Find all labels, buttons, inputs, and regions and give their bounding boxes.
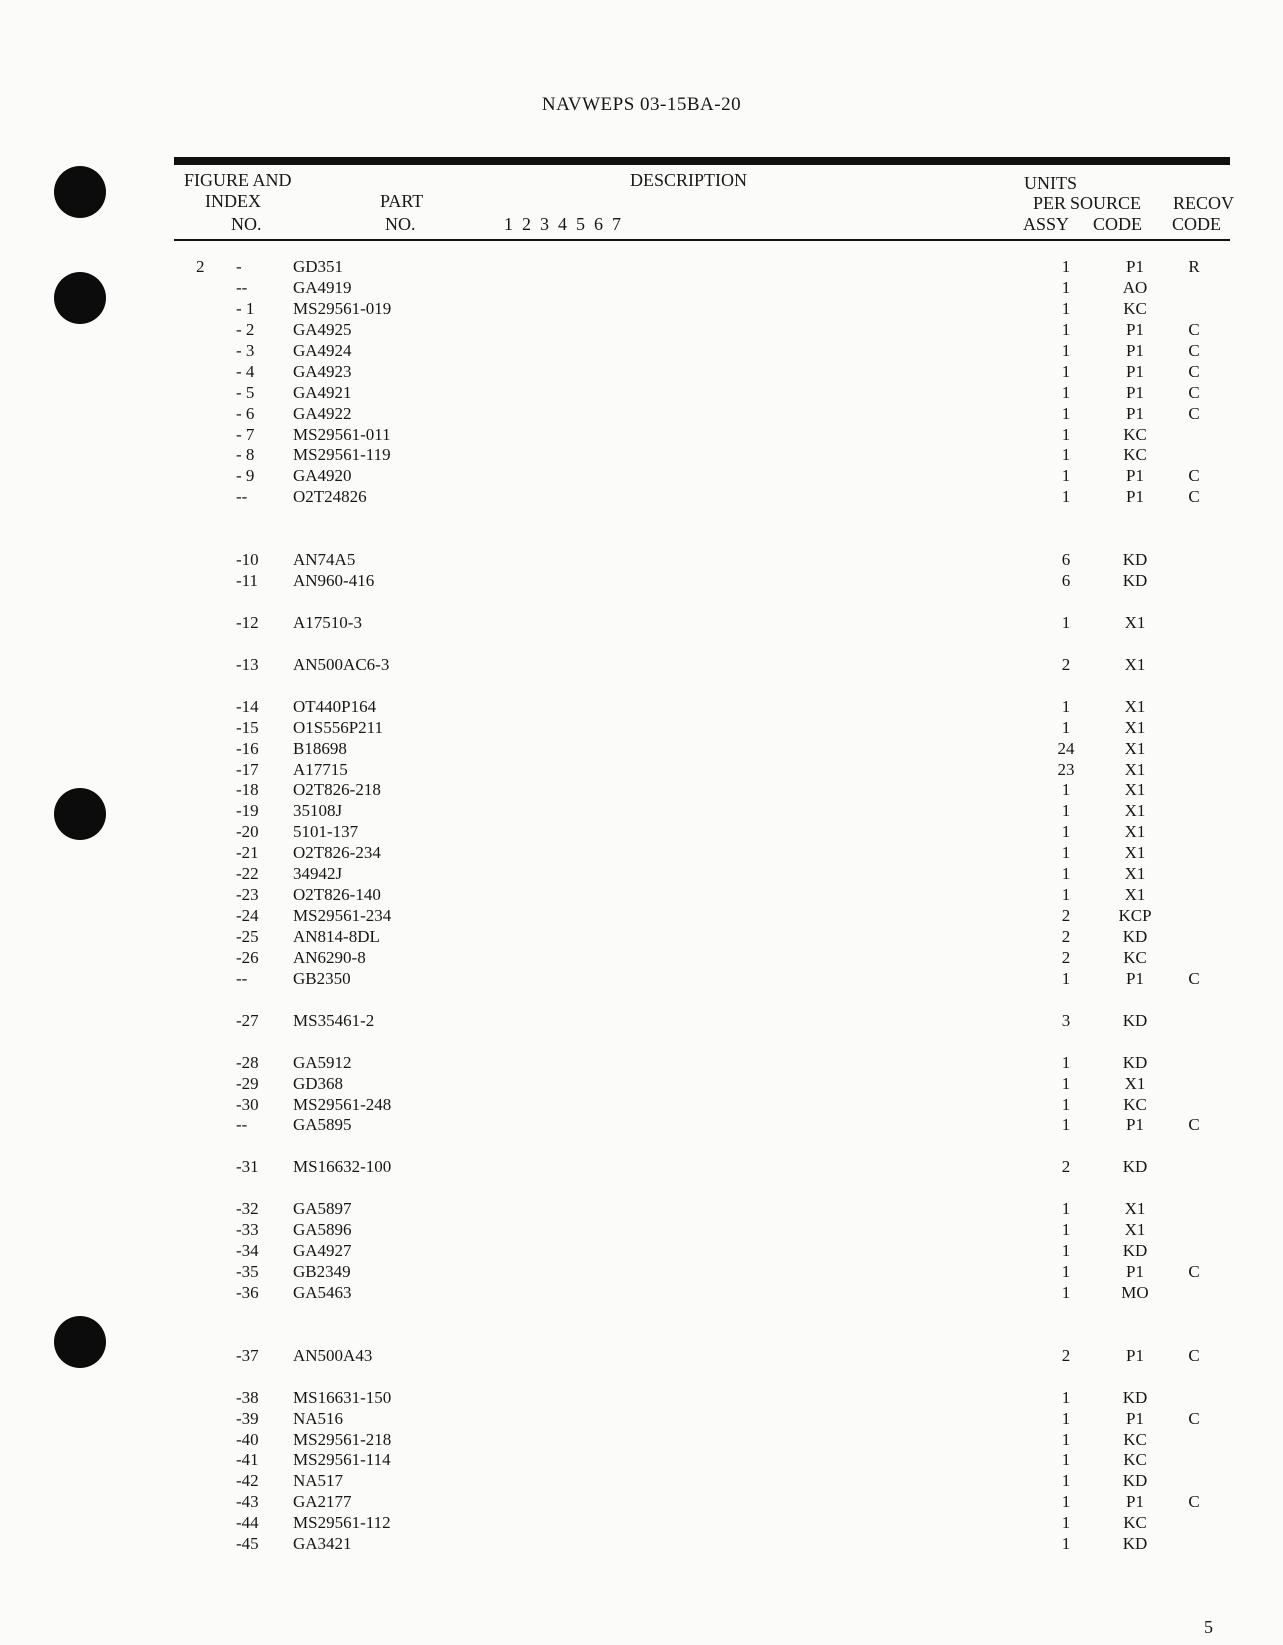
index-number: -42 (236, 1471, 259, 1491)
units-per-assy: 1 (1061, 1094, 1071, 1114)
source-code: X1 (1124, 780, 1146, 800)
table-row (0, 1304, 1283, 1325)
part-number: MS29561-248 (293, 1094, 392, 1114)
units-per-assy: 1 (1061, 717, 1071, 737)
source-code: KD (1122, 1010, 1148, 1030)
index-number: -33 (236, 1220, 259, 1240)
table-row (0, 278, 1283, 299)
units-per-assy: 1 (1061, 1492, 1071, 1512)
table-row (0, 1492, 1283, 1513)
table-row (0, 718, 1283, 739)
part-number: GD368 (293, 1073, 344, 1093)
index-number: -23 (236, 885, 259, 905)
table-row (0, 927, 1283, 948)
units-per-assy: 1 (1061, 319, 1071, 339)
source-code: KC (1123, 445, 1147, 465)
index-number: -17 (236, 759, 259, 779)
source-code: P1 (1126, 1115, 1144, 1135)
part-number: AN960-416 (293, 571, 375, 591)
units-per-assy: 1 (1061, 298, 1071, 318)
document-title: NAVWEPS 03-15BA-20 (541, 94, 742, 115)
header-rule-bottom (174, 239, 1230, 241)
table-row (0, 320, 1283, 341)
source-code: X1 (1124, 738, 1146, 758)
source-code: X1 (1124, 843, 1146, 863)
source-code: KD (1122, 1471, 1148, 1491)
part-number: MS16632-100 (293, 1157, 392, 1177)
index-number: -36 (236, 1282, 259, 1302)
part-number: O2T24826 (293, 487, 367, 507)
part-number: MS29561-114 (293, 1450, 391, 1470)
header-part: PART (380, 191, 424, 211)
units-per-assy: 1 (1061, 257, 1071, 276)
units-per-assy: 2 (1061, 1157, 1071, 1177)
part-number: GA4921 (293, 382, 352, 402)
index-number: - 5 (236, 382, 255, 402)
source-code: P1 (1126, 1492, 1144, 1512)
units-per-assy: 1 (1061, 612, 1071, 632)
units-per-assy: 1 (1061, 340, 1071, 360)
index-number: -41 (236, 1450, 259, 1470)
part-number: B18698 (293, 738, 347, 758)
source-code: MO (1121, 1282, 1149, 1302)
table-row (0, 1074, 1283, 1095)
table-row (0, 885, 1283, 906)
recov-code: C (1188, 487, 1200, 507)
index-number: -32 (236, 1199, 259, 1219)
units-per-assy: 1 (1061, 1387, 1071, 1407)
index-number: - (236, 257, 242, 276)
table-row (0, 404, 1283, 425)
recov-code: C (1188, 1115, 1200, 1135)
part-number: MS29561-019 (293, 298, 392, 318)
units-per-assy: 1 (1061, 885, 1071, 905)
part-number: AN6290-8 (293, 947, 366, 967)
part-number: O2T826-218 (293, 780, 381, 800)
part-number: GB2349 (293, 1262, 351, 1281)
recov-code: C (1188, 382, 1200, 402)
index-number: - 2 (236, 319, 255, 339)
part-number: OT440P164 (293, 696, 377, 716)
index-number: -37 (236, 1345, 259, 1365)
table-row (0, 1430, 1283, 1451)
part-number: GA5896 (293, 1220, 352, 1240)
units-per-assy: 1 (1061, 1262, 1071, 1281)
units-per-assy: 1 (1061, 801, 1071, 821)
part-number: O2T826-140 (293, 885, 381, 905)
part-number: MS29561-011 (293, 424, 391, 444)
source-code: X1 (1124, 885, 1146, 905)
header-recov-code: CODE (1172, 214, 1221, 234)
index-number: -10 (236, 550, 259, 570)
index-number: -40 (236, 1429, 259, 1449)
table-row (0, 1199, 1283, 1220)
index-number: -22 (236, 864, 259, 884)
table-row (0, 466, 1283, 487)
part-number: GA2177 (293, 1492, 352, 1512)
header-indent-levels: 1 2 3 4 5 6 7 (504, 214, 621, 234)
units-per-assy: 6 (1061, 571, 1071, 591)
table-row (0, 1115, 1283, 1136)
recov-code: C (1188, 361, 1200, 381)
units-per-assy: 1 (1061, 1534, 1071, 1554)
source-code: KD (1122, 550, 1148, 570)
source-code: P1 (1126, 257, 1144, 276)
recov-code: C (1188, 1345, 1200, 1365)
table-row (0, 613, 1283, 634)
part-number: GA5897 (293, 1199, 352, 1219)
table-row (0, 1053, 1283, 1074)
part-number: A17715 (293, 759, 348, 779)
table-row (0, 1136, 1283, 1157)
index-number: -19 (236, 801, 259, 821)
table-row (0, 969, 1283, 990)
units-per-assy: 6 (1061, 550, 1071, 570)
table-row (0, 1178, 1283, 1199)
source-code: P1 (1126, 1345, 1144, 1365)
recov-code: C (1188, 403, 1200, 423)
recov-code: C (1188, 466, 1200, 486)
header-rule-top (174, 157, 1230, 165)
table-row (0, 801, 1283, 822)
table-row (0, 739, 1283, 760)
index-number: -13 (236, 654, 259, 674)
index-number: -- (236, 277, 248, 297)
header-index-no: NO. (231, 214, 262, 234)
units-per-assy: 24 (1057, 738, 1075, 758)
table-row (0, 445, 1283, 466)
units-per-assy: 1 (1061, 696, 1071, 716)
table-row (0, 508, 1283, 529)
source-code: X1 (1124, 1199, 1146, 1219)
part-number: MS16631-150 (293, 1387, 392, 1407)
binder-hole-1 (54, 166, 106, 218)
header-units: UNITS (1024, 173, 1077, 193)
part-number: O1S556P211 (293, 717, 384, 737)
table-row (0, 1157, 1283, 1178)
source-code: X1 (1124, 801, 1146, 821)
units-per-assy: 1 (1061, 1115, 1071, 1135)
source-code: X1 (1124, 864, 1146, 884)
table-row (0, 571, 1283, 592)
part-number: GA5895 (293, 1115, 352, 1135)
index-number: -28 (236, 1052, 259, 1072)
table-row (0, 990, 1283, 1011)
units-per-assy: 2 (1061, 1345, 1071, 1365)
units-per-assy: 1 (1061, 382, 1071, 402)
units-per-assy: 1 (1061, 864, 1071, 884)
table-row (0, 780, 1283, 801)
index-number: - 6 (236, 403, 255, 423)
part-number: MS29561-112 (293, 1513, 391, 1533)
table-row (0, 1513, 1283, 1534)
table-row (0, 341, 1283, 362)
part-number: GA4925 (293, 319, 352, 339)
recov-code: C (1188, 340, 1200, 360)
index-number: -45 (236, 1534, 259, 1554)
header-index: INDEX (205, 191, 261, 211)
part-number: A17510-3 (293, 612, 362, 632)
index-number: -35 (236, 1262, 259, 1281)
index-number: -- (236, 487, 248, 507)
table-row (0, 1346, 1283, 1367)
source-code: KCP (1118, 906, 1152, 926)
figure-number: 2 (196, 257, 205, 276)
table-row (0, 383, 1283, 404)
index-number: -11 (236, 571, 259, 591)
index-number: -39 (236, 1408, 259, 1428)
table-row (0, 676, 1283, 697)
recov-code: C (1188, 968, 1200, 988)
table-row (0, 1409, 1283, 1430)
units-per-assy: 1 (1061, 1471, 1071, 1491)
part-number: NA516 (293, 1408, 344, 1428)
index-number: -30 (236, 1094, 259, 1114)
index-number: - 7 (236, 424, 255, 444)
table-row (0, 760, 1283, 781)
units-per-assy: 1 (1061, 466, 1071, 486)
index-number: - 1 (236, 298, 255, 318)
part-number: 5101-137 (293, 822, 359, 842)
source-code: P1 (1126, 340, 1144, 360)
recov-code: R (1188, 257, 1200, 276)
index-number: -16 (236, 738, 259, 758)
source-code: KC (1123, 424, 1147, 444)
header-recov: RECOV (1173, 193, 1235, 213)
header-source: SOURCE (1070, 193, 1142, 213)
units-per-assy: 3 (1061, 1010, 1071, 1030)
source-code: KD (1122, 571, 1148, 591)
units-per-assy: 2 (1061, 947, 1071, 967)
index-number: -27 (236, 1010, 259, 1030)
part-number: AN500A43 (293, 1345, 373, 1365)
recov-code: C (1188, 319, 1200, 339)
source-code: KD (1122, 927, 1148, 946)
part-number: AN500AC6-3 (293, 654, 390, 674)
part-number: MS35461-2 (293, 1010, 375, 1030)
source-code: KC (1123, 947, 1147, 967)
part-number: AN814-8DL (293, 927, 380, 946)
index-number: -31 (236, 1157, 259, 1177)
units-per-assy: 2 (1061, 927, 1071, 946)
index-number: -24 (236, 906, 259, 926)
source-code: KD (1122, 1241, 1148, 1261)
source-code: KD (1122, 1534, 1148, 1554)
source-code: AO (1122, 277, 1148, 297)
units-per-assy: 1 (1061, 487, 1071, 507)
table-row (0, 906, 1283, 927)
table-row (0, 864, 1283, 885)
parts-list (0, 257, 1283, 1555)
table-row (0, 487, 1283, 508)
source-code: KC (1123, 1094, 1147, 1114)
index-number: - 8 (236, 445, 255, 465)
index-number: -38 (236, 1387, 259, 1407)
part-number: O2T826-234 (293, 843, 381, 863)
part-number: NA517 (293, 1471, 344, 1491)
source-code: X1 (1124, 612, 1146, 632)
source-code: X1 (1124, 696, 1146, 716)
units-per-assy: 1 (1061, 445, 1071, 465)
part-number: GA4924 (293, 340, 352, 360)
table-row (0, 843, 1283, 864)
units-per-assy: 1 (1061, 1450, 1071, 1470)
source-code: X1 (1124, 759, 1146, 779)
part-number: MS29561-234 (293, 906, 392, 926)
index-number: -26 (236, 947, 259, 967)
part-number: GA4919 (293, 277, 352, 297)
index-number: -14 (236, 696, 259, 716)
source-code: KC (1123, 298, 1147, 318)
source-code: P1 (1126, 382, 1144, 402)
table-row (0, 1534, 1283, 1555)
source-code: X1 (1124, 1073, 1146, 1093)
part-number: AN74A5 (293, 550, 356, 570)
source-code: KC (1123, 1429, 1147, 1449)
index-number: -34 (236, 1241, 259, 1261)
table-row (0, 655, 1283, 676)
table-row (0, 1220, 1283, 1241)
part-number: GA4927 (293, 1241, 352, 1261)
table-row (0, 697, 1283, 718)
table-row (0, 299, 1283, 320)
table-row (0, 1262, 1283, 1283)
header-figure: FIGURE AND (184, 170, 292, 190)
table-row (0, 550, 1283, 571)
part-number: 35108J (293, 801, 343, 821)
source-code: X1 (1124, 654, 1146, 674)
part-number: GA5912 (293, 1052, 352, 1072)
header-source-code: CODE (1093, 214, 1142, 234)
table-row (0, 425, 1283, 446)
header-per: PER (1033, 193, 1067, 213)
index-number: -18 (236, 780, 259, 800)
index-number: -21 (236, 843, 259, 863)
header-assy: ASSY (1023, 214, 1070, 234)
table-row (0, 1283, 1283, 1304)
table-row (0, 1032, 1283, 1053)
index-number: -- (236, 968, 248, 988)
part-number: GB2350 (293, 968, 351, 988)
part-number: GA3421 (293, 1534, 352, 1554)
table-row (0, 822, 1283, 843)
source-code: P1 (1126, 466, 1144, 486)
part-number: GA4920 (293, 466, 352, 486)
index-number: -- (236, 1115, 248, 1135)
page-number: 5 (1204, 1617, 1213, 1637)
units-per-assy: 1 (1061, 1513, 1071, 1533)
source-code: P1 (1126, 1262, 1144, 1281)
table-row (0, 1367, 1283, 1388)
recov-code: C (1188, 1262, 1200, 1281)
source-code: P1 (1126, 361, 1144, 381)
part-number: GA5463 (293, 1282, 352, 1302)
units-per-assy: 1 (1061, 1429, 1071, 1449)
index-number: - 3 (236, 340, 255, 360)
table-row (0, 1325, 1283, 1346)
index-number: -44 (236, 1513, 259, 1533)
recov-code: C (1188, 1492, 1200, 1512)
part-number: GD351 (293, 257, 344, 276)
index-number: -43 (236, 1492, 259, 1512)
table-row (0, 634, 1283, 655)
index-number: -12 (236, 612, 259, 632)
table-row (0, 1095, 1283, 1116)
table-row (0, 1450, 1283, 1471)
part-number: MS29561-218 (293, 1429, 392, 1449)
index-number: -25 (236, 927, 259, 946)
units-per-assy: 1 (1061, 1199, 1071, 1219)
index-number: -20 (236, 822, 259, 842)
table-row (0, 1011, 1283, 1032)
units-per-assy: 1 (1061, 1408, 1071, 1428)
source-code: X1 (1124, 1220, 1146, 1240)
table-row (0, 257, 1283, 278)
units-per-assy: 1 (1061, 424, 1071, 444)
source-code: KD (1122, 1052, 1148, 1072)
index-number: -29 (236, 1073, 259, 1093)
source-code: P1 (1126, 319, 1144, 339)
source-code: P1 (1126, 968, 1144, 988)
index-number: - 4 (236, 361, 255, 381)
table-row (0, 1471, 1283, 1492)
source-code: KC (1123, 1450, 1147, 1470)
table-row (0, 529, 1283, 550)
units-per-assy: 1 (1061, 1241, 1071, 1261)
source-code: X1 (1124, 717, 1146, 737)
table-row (0, 592, 1283, 613)
source-code: P1 (1126, 403, 1144, 423)
units-per-assy: 1 (1061, 361, 1071, 381)
part-number: GA4923 (293, 361, 352, 381)
header-part-no: NO. (385, 214, 416, 234)
units-per-assy: 1 (1061, 1052, 1071, 1072)
part-number: 34942J (293, 864, 343, 884)
part-number: GA4922 (293, 403, 352, 423)
units-per-assy: 1 (1061, 403, 1071, 423)
table-row (0, 1388, 1283, 1409)
table-row (0, 1241, 1283, 1262)
table-row (0, 362, 1283, 383)
source-code: KC (1123, 1513, 1147, 1533)
units-per-assy: 2 (1061, 654, 1071, 674)
units-per-assy: 1 (1061, 1073, 1071, 1093)
units-per-assy: 1 (1061, 822, 1071, 842)
part-number: MS29561-119 (293, 445, 391, 465)
units-per-assy: 1 (1061, 1282, 1071, 1302)
index-number: -15 (236, 717, 259, 737)
source-code: X1 (1124, 822, 1146, 842)
source-code: KD (1122, 1157, 1148, 1177)
units-per-assy: 1 (1061, 843, 1071, 863)
source-code: KD (1122, 1387, 1148, 1407)
source-code: P1 (1126, 1408, 1144, 1428)
source-code: P1 (1126, 487, 1144, 507)
index-number: - 9 (236, 466, 255, 486)
units-per-assy: 1 (1061, 277, 1071, 297)
units-per-assy: 23 (1057, 759, 1075, 779)
header-description: DESCRIPTION (630, 170, 748, 190)
units-per-assy: 1 (1061, 968, 1071, 988)
recov-code: C (1188, 1408, 1200, 1428)
units-per-assy: 1 (1061, 780, 1071, 800)
table-row (0, 948, 1283, 969)
units-per-assy: 2 (1061, 906, 1071, 926)
units-per-assy: 1 (1061, 1220, 1071, 1240)
